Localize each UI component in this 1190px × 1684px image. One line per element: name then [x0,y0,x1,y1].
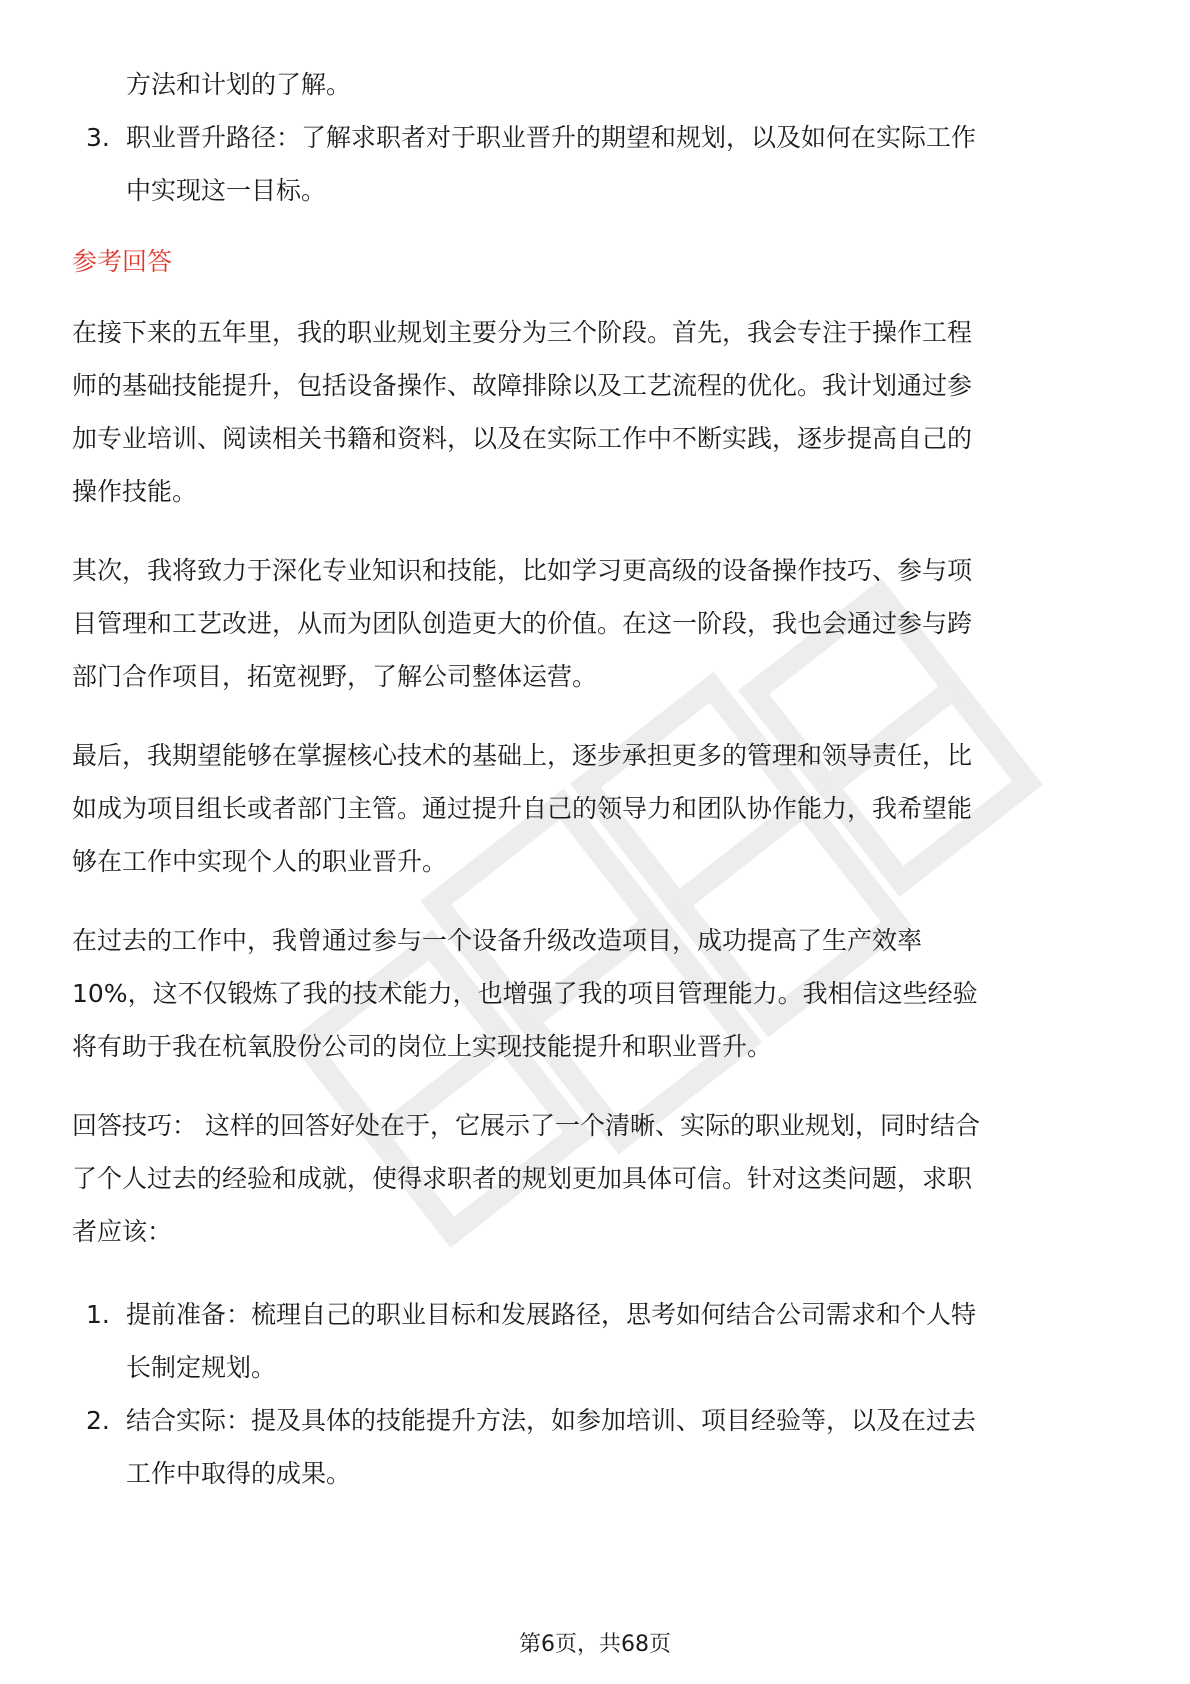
document-body [72,58,1112,1500]
list-item [72,1394,1112,1500]
list-line: 中实现这一目标。 [126,176,327,205]
paragraph-line: 师的基础技能提升，包括设备操作、故障排除以及工艺流程的优化。我计划通过参 [72,371,973,400]
list-line: 长制定规划。 [126,1353,277,1382]
section-heading: 参考回答 [72,247,173,276]
paragraph-line: 在接下来的五年里，我的职业规划主要分为三个阶段。首先，我会专注于操作工程 [72,318,973,347]
list-number: 3. [86,123,110,152]
paragraph-line: 目管理和工艺改进，从而为团队创造更大的价值。在这一阶段，我也会通过参与跨 [72,609,973,638]
tips-list [72,1288,1112,1500]
list-line: 结合实际：提及具体的技能提升方法，如参加培训、项目经验等，以及在过去 [126,1406,977,1435]
paragraph [72,914,1112,1073]
paragraph-line: 其次，我将致力于深化专业知识和技能，比如学习更高级的设备操作技巧、参与项 [72,556,973,585]
list-continuation: 方法和计划的了解。 [126,70,352,99]
intro-list [72,111,1112,217]
paragraph-line: 者应该： [72,1217,173,1246]
paragraph-line: 将有助于我在杭氧股份公司的岗位上实现技能提升和职业晋升。 [72,1032,773,1061]
list-line: 提前准备：梳理自己的职业目标和发展路径，思考如何结合公司需求和个人特 [126,1300,977,1329]
list-item [72,1288,1112,1394]
paragraph-line: 10%，这不仅锻炼了我的技术能力，也增强了我的项目管理能力。我相信这些经验 [72,979,978,1008]
page-number-footer: 第6页，共68页 [519,1632,671,1657]
list-number: 2. [86,1406,110,1435]
paragraph-line: 如成为项目组长或者部门主管。通过提升自己的领导力和团队协作能力，我希望能 [72,794,973,823]
paragraph-line: 最后，我期望能够在掌握核心技术的基础上，逐步承担更多的管理和领导责任，比 [72,741,973,770]
paragraph [72,544,1112,703]
paragraph-line: 回答技巧： 这样的回答好处在于，它展示了一个清晰、实际的职业规划，同时结合 [72,1111,980,1140]
paragraph-line: 操作技能。 [72,477,198,506]
list-line: 职业晋升路径：了解求职者对于职业晋升的期望和规划，以及如何在实际工作 [126,123,977,152]
paragraph-line: 在过去的工作中，我曾通过参与一个设备升级改造项目，成功提高了生产效率 [72,926,923,955]
paragraph-answer-tips [72,1099,1112,1258]
list-line: 工作中取得的成果。 [126,1459,352,1488]
paragraph-line: 部门合作项目，拓宽视野，了解公司整体运营。 [72,662,598,691]
list-number: 1. [86,1300,110,1329]
paragraph-line: 了个人过去的经验和成就，使得求职者的规划更加具体可信。针对这类问题，求职 [72,1164,973,1193]
paragraph-line: 够在工作中实现个人的职业晋升。 [72,847,448,876]
paragraph [72,306,1112,518]
paragraph [72,729,1112,888]
list-item [72,111,1112,217]
paragraph-line: 加专业培训、阅读相关书籍和资料，以及在实际工作中不断实践，逐步提高自己的 [72,424,973,453]
